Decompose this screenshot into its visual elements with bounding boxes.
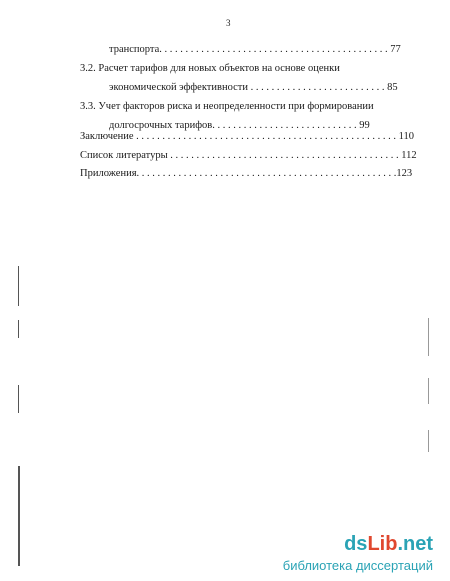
scan-mark-right-3 bbox=[428, 430, 429, 452]
toc-entry-conclusion: Заключение . . . . . . . . . . . . . . . . . . . . . . . . . . . . . . . . . . . . . . . . . . . . . . . . . . 110 bbox=[80, 131, 415, 142]
logo-ds: ds bbox=[344, 533, 368, 555]
scan-mark-left-4 bbox=[18, 466, 20, 566]
toc-entry-3-2: 3.2. Расчет тарифов для новых объектов на основе оценки bbox=[80, 63, 340, 74]
logo-net: .net bbox=[397, 533, 433, 555]
scan-mark-left-1 bbox=[18, 266, 19, 306]
dslib-logo bbox=[344, 533, 433, 556]
scan-mark-left-2 bbox=[18, 320, 19, 338]
table-of-contents bbox=[0, 0, 450, 200]
toc-entry-3-3-continuation: долгосрочных тарифов. . . . . . . . . . . . . . . . . . . . . . . . . . . . 99 bbox=[109, 120, 370, 131]
toc-entry-3-3: 3.3. Учет факторов риска и неопределенности при формировании bbox=[80, 101, 374, 112]
toc-entry-references: Список литературы . . . . . . . . . . . . . . . . . . . . . . . . . . . . . . . . . . . . . . . . . . . . 112 bbox=[80, 150, 417, 161]
toc-entry-transport-continuation: транспорта. . . . . . . . . . . . . . . . . . . . . . . . . . . . . . . . . . . . . . . . . . . . 77 bbox=[109, 44, 401, 55]
scan-mark-left-3 bbox=[18, 385, 19, 413]
toc-entry-appendices: Приложения. . . . . . . . . . . . . . . . . . . . . . . . . . . . . . . . . . . . . . . . . . . . . . . . . .123 bbox=[80, 168, 413, 179]
scan-mark-right-1 bbox=[428, 318, 429, 356]
scan-mark-right-2 bbox=[428, 378, 429, 404]
page-number: 3 bbox=[226, 18, 231, 28]
logo-lib: Lib bbox=[367, 533, 398, 555]
toc-entry-3-2-continuation: экономической эффективности . . . . . . . . . . . . . . . . . . . . . . . . . . 85 bbox=[109, 82, 398, 93]
dslib-caption: библиотека диссертаций bbox=[282, 558, 433, 573]
dslib-watermark bbox=[268, 533, 443, 577]
